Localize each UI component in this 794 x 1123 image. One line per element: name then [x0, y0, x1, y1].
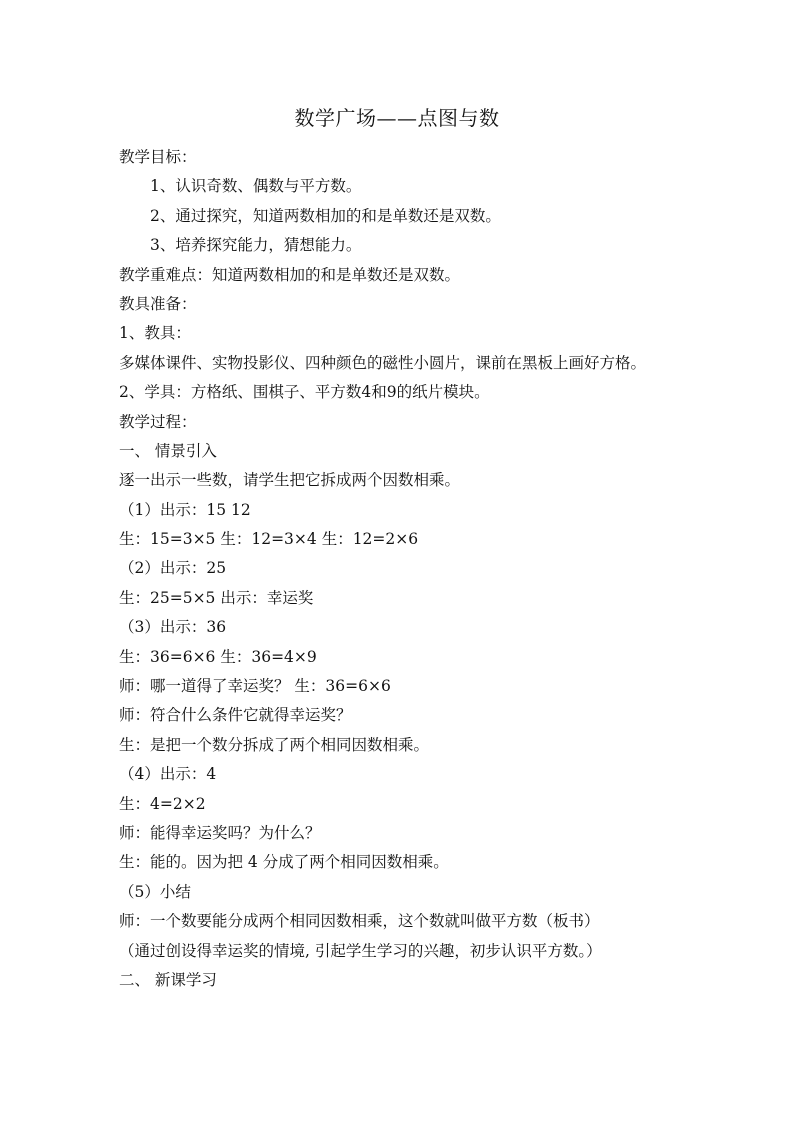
text-line: 教学重难点：知道两数相加的和是单数还是双数。: [119, 265, 461, 284]
text-line: 1、教具：: [119, 324, 191, 343]
text-line: （4）出示：4: [119, 765, 217, 784]
text-line: 生：4=2×2: [119, 794, 206, 813]
document-title: 数学广场——点图与数: [294, 106, 500, 130]
document-body: [119, 143, 689, 995]
text-line: 师：一个数要能分成两个相同因数相乘，这个数就叫做平方数（板书）: [119, 912, 600, 931]
text-line: 3、培养探究能力，猜想能力。: [150, 236, 362, 255]
text-line: 2、通过探究，知道两数相加的和是单数还是双数。: [150, 206, 501, 225]
text-line: （5）小结: [119, 882, 191, 901]
text-line: 1、认识奇数、偶数与平方数。: [150, 177, 362, 196]
text-line: 教学目标：: [119, 148, 197, 166]
text-line: 生：是把一个数分拆成了两个相同因数相乘。: [119, 735, 430, 754]
text-line: 生：能的。因为把 4 分成了两个相同因数相乘。: [119, 853, 449, 872]
text-line: （3）出示：36: [119, 618, 227, 637]
text-line: 一、 情景引入: [119, 441, 217, 460]
text-line: 多媒体课件、实物投影仪、四种颜色的磁性小圆片，课前在黑板上画好方格。: [119, 353, 647, 372]
text-line: （1）出示：15 12: [119, 500, 251, 519]
text-line: 二、 新课学习: [119, 970, 217, 989]
text-line: 生：15=3×5 生：12=3×4 生：12=2×6: [119, 530, 419, 549]
text-line: 生：25=5×5 出示：幸运奖: [119, 588, 314, 607]
text-line: 生：36=6×6 生：36=4×9: [119, 647, 317, 666]
text-line: 师：符合什么条件它就得幸运奖？: [119, 706, 352, 725]
text-line: 2、学具：方格纸、围棋子、平方数4和9的纸片模块。: [119, 383, 490, 402]
text-line: 师：能得幸运奖吗？为什么？: [119, 823, 321, 842]
text-line: 逐一出示一些数，请学生把它拆成两个因数相乘。: [119, 471, 461, 490]
text-line: （通过创设得幸运奖的情境, 引起学生学习的兴趣，初步认识平方数。）: [119, 941, 602, 960]
text-line: 教学过程：: [119, 412, 197, 431]
text-line: （2）出示：25: [119, 559, 227, 578]
text-line: 师：哪一道得了幸运奖？ 生：36=6×6: [119, 677, 391, 696]
text-line: 教具准备：: [119, 294, 197, 313]
